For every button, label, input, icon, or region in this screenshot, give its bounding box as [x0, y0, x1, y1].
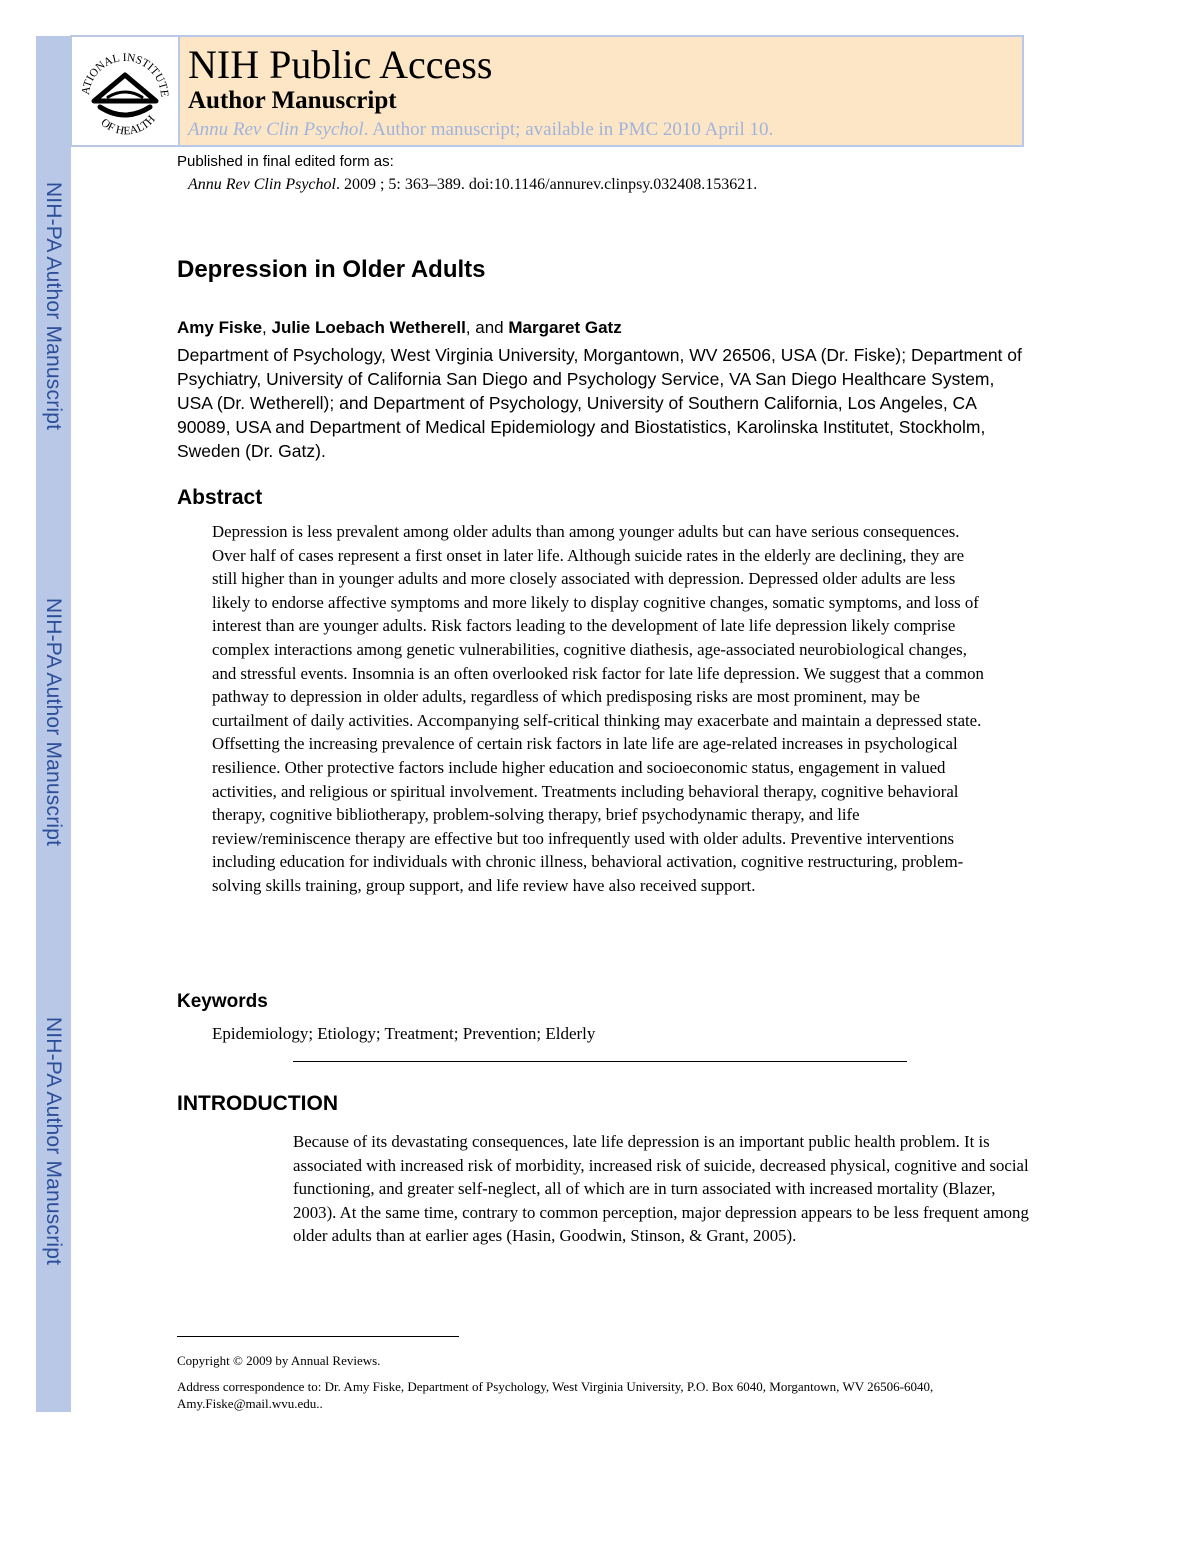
footnote-divider [177, 1336, 459, 1337]
citation: Annu Rev Clin Psychol. 2009 ; 5: 363–389. doi:10.1146/annurev.clinpsy.032408.153621. [188, 176, 758, 193]
availability-note: Annu Rev Clin Psychol. Author manuscript; available in PMC 2010 April 10. [188, 119, 774, 140]
introduction-text: Because of its devastating consequences, late life depression is an important public health problem. It is associated with increased risk of morbidity, increased risk of suicide, decreased physical, cognitive and social functioning, and greater self-neglect, all of which are in turn associated with increased mortality (Blazer, 2003). At the same time, contrary to common perception, major depression appears to be less frequent among older adults than at earlier ages (Hasin, Goodwin, Stinson, & Grant, 2005). [293, 1132, 1029, 1246]
author-manuscript-subtitle: Author Manuscript [188, 87, 397, 114]
keywords-heading: Keywords [177, 991, 268, 1012]
affiliation: Department of Psychology, West Virginia University, Morgantown, WV 26506, USA (Dr. Fiske); Department of Psychiatry, University of California San Diego and Psychology Service, VA San Diego Healthcare System, USA (Dr. Wetherell); and Department of Psychology, University of Southern California, Los Angeles, CA 90089, USA and Department of Medical Epidemiology and Biostatistics, Karolinska Institutet, Stockholm, Sweden (Dr. Gatz). [177, 345, 1022, 461]
svg-text:NATIONAL INSTITUTES: ATIONAL INSTITUTE [79, 51, 171, 98]
copyright-note: Copyright © 2009 by Annual Reviews. [177, 1353, 381, 1368]
introduction-heading: INTRODUCTION [177, 1092, 338, 1115]
svg-text:OF HEALTH: OF HEALTH [98, 113, 158, 138]
abstract-text: Depression is less prevalent among older adults than among younger adults but can have serious consequences. Over half of cases represent a first onset in later life. Although suicide rates in the elderly are declining, they are still higher than in younger adults and more closely associated with depression. Depressed older adults are less likely to endorse affective symptoms and more likely to display cognitive changes, somatic symptoms, and loss of interest than are younger adults. Risk factors leading to the development of late life depression likely comprise complex interactions among genetic vulnerabilities, cognitive diathesis, age-associated neurobiological changes, and stressful events. Insomnia is an often overlooked risk factor for late life depression. We suggest that a common pathway to depression in older adults, regardless of which predisposing risks are most prominent, may be curtailment of daily activities. Accompanying self-critical thinking may exacerbate and maintain a depressed state. Offsetting the increasing prevalence of certain risk factors in late life are age-related increases in psychological resilience. Other protective factors include higher education and socioeconomic status, engagement in valued activities, and religious or spiritual involvement. Treatments including behavioral therapy, cognitive behavioral therapy, cognitive bibliotherapy, problem-solving therapy, brief psychodynamic therapy, and life review/reminiscence therapy are effective but too infrequently used with older adults. Preventive interventions including education for individuals with chronic illness, behavioral activation, cognitive restructuring, problem-solving skills training, group support, and life review have also received support. [212, 522, 984, 895]
nih-seal-icon [72, 37, 178, 145]
author-list: Amy Fiske, Julie Loebach Wetherell, and Margaret Gatz [177, 318, 622, 337]
published-label: Published in final edited form as: [177, 153, 394, 170]
nih-public-access-title: NIH Public Access [188, 42, 493, 87]
keywords-list: Epidemiology; Etiology; Treatment; Prevention; Elderly [212, 1024, 596, 1043]
section-divider [293, 1061, 907, 1062]
header-title-panel [178, 37, 1022, 145]
nih-header [70, 35, 1024, 147]
correspondence-address: Address correspondence to: Dr. Amy Fiske, Department of Psychology, West Virginia University, P.O. Box 6040, Morgantown, WV 26506-6040, Amy.Fiske@mail.wvu.edu.. [177, 1379, 934, 1411]
article-title: Depression in Older Adults [177, 256, 486, 283]
abstract-heading: Abstract [177, 486, 263, 509]
nih-logo [72, 37, 178, 145]
